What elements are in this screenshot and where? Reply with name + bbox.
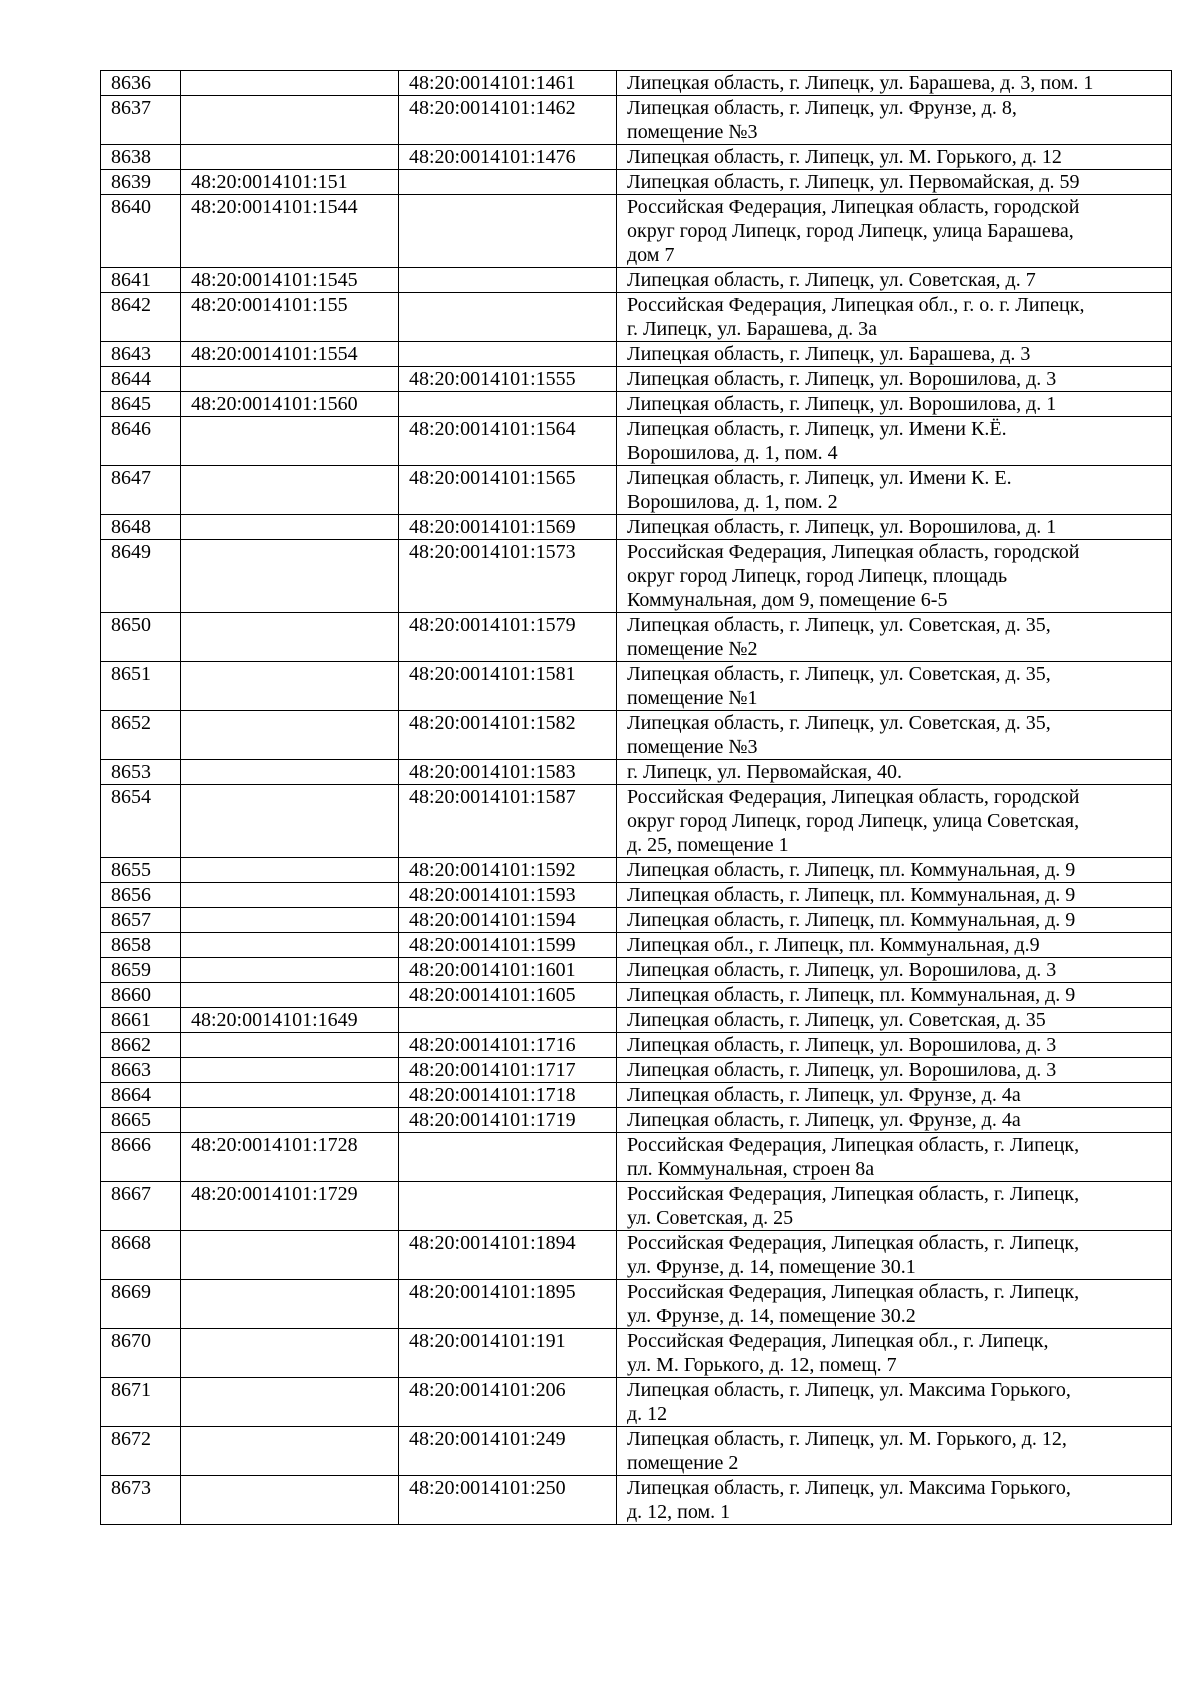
table-row (101, 858, 1172, 883)
table-row (101, 268, 1172, 293)
cadastral-number-cell (181, 540, 399, 613)
cadastral-number-cell: 48:20:0014101:151 (181, 170, 399, 195)
address-cell: Липецкая область, г. Липецк, ул. М. Горького, д. 12, помещение 2 (617, 1427, 1172, 1476)
cadastral-number-2-cell: 48:20:0014101:1569 (399, 515, 617, 540)
row-number-cell: 8648 (101, 515, 181, 540)
address-cell: Липецкая область, г. Липецк, ул. Советская, д. 35 (617, 1008, 1172, 1033)
row-number-cell: 8644 (101, 367, 181, 392)
cadastral-number-cell: 48:20:0014101:1545 (181, 268, 399, 293)
address-cell: Липецкая область, г. Липецк, ул. Максима Горького, д. 12, пом. 1 (617, 1476, 1172, 1525)
row-number-cell: 8667 (101, 1182, 181, 1231)
row-number-cell: 8654 (101, 785, 181, 858)
address-cell: Липецкая область, г. Липецк, ул. Ворошилова, д. 3 (617, 367, 1172, 392)
address-cell: Липецкая область, г. Липецк, ул. Имени К.Ё. Ворошилова, д. 1, пом. 4 (617, 417, 1172, 466)
cadastral-number-2-cell: 48:20:0014101:1583 (399, 760, 617, 785)
table-row (101, 662, 1172, 711)
cadastral-number-2-cell (399, 170, 617, 195)
row-number-cell: 8671 (101, 1378, 181, 1427)
row-number-cell: 8669 (101, 1280, 181, 1329)
cadastral-number-2-cell: 48:20:0014101:1894 (399, 1231, 617, 1280)
cadastral-number-2-cell: 48:20:0014101:1593 (399, 883, 617, 908)
row-number-cell: 8664 (101, 1083, 181, 1108)
address-cell: Российская Федерация, Липецкая область, городской округ город Липецк, город Липецк, улица Советская, д. 25, помещение 1 (617, 785, 1172, 858)
row-number-cell: 8640 (101, 195, 181, 268)
table-row (101, 1378, 1172, 1427)
cadastral-number-2-cell: 48:20:0014101:1717 (399, 1058, 617, 1083)
address-cell: Российская Федерация, Липецкая область, городской округ город Липецк, город Липецк, улица Барашева, дом 7 (617, 195, 1172, 268)
address-cell: Липецкая область, г. Липецк, ул. Советская, д. 7 (617, 268, 1172, 293)
address-cell: Липецкая область, г. Липецк, ул. Первомайская, д. 59 (617, 170, 1172, 195)
cadastral-number-2-cell: 48:20:0014101:1895 (399, 1280, 617, 1329)
cadastral-number-2-cell: 48:20:0014101:1573 (399, 540, 617, 613)
cadastral-number-2-cell: 48:20:0014101:1579 (399, 613, 617, 662)
row-number-cell: 8666 (101, 1133, 181, 1182)
table-row (101, 1182, 1172, 1231)
table-row (101, 1008, 1172, 1033)
address-cell: Липецкая область, г. Липецк, ул. М. Горького, д. 12 (617, 145, 1172, 170)
cadastral-number-cell (181, 662, 399, 711)
cadastral-number-2-cell (399, 268, 617, 293)
table-row (101, 145, 1172, 170)
cadastral-number-2-cell: 48:20:0014101:1599 (399, 933, 617, 958)
row-number-cell: 8660 (101, 983, 181, 1008)
table-row (101, 883, 1172, 908)
table-row (101, 1476, 1172, 1525)
table-row (101, 1427, 1172, 1476)
cadastral-number-2-cell: 48:20:0014101:1461 (399, 71, 617, 96)
address-cell: Липецкая область, г. Липецк, ул. Ворошилова, д. 1 (617, 515, 1172, 540)
row-number-cell: 8653 (101, 760, 181, 785)
row-number-cell: 8673 (101, 1476, 181, 1525)
cadastral-number-cell (181, 515, 399, 540)
property-registry-table (100, 70, 1172, 1525)
row-number-cell: 8656 (101, 883, 181, 908)
table-row (101, 293, 1172, 342)
address-cell: Российская Федерация, Липецкая обл., г. о. г. Липецк, г. Липецк, ул. Барашева, д. 3а (617, 293, 1172, 342)
address-cell: г. Липецк, ул. Первомайская, 40. (617, 760, 1172, 785)
address-cell: Липецкая область, г. Липецк, ул. Советская, д. 35, помещение №2 (617, 613, 1172, 662)
address-cell: Липецкая область, г. Липецк, ул. Ворошилова, д. 3 (617, 958, 1172, 983)
address-cell: Липецкая область, г. Липецк, ул. Фрунзе, д. 8, помещение №3 (617, 96, 1172, 145)
cadastral-number-2-cell: 48:20:0014101:1716 (399, 1033, 617, 1058)
cadastral-number-cell: 48:20:0014101:1544 (181, 195, 399, 268)
address-cell: Липецкая область, г. Липецк, ул. Ворошилова, д. 3 (617, 1058, 1172, 1083)
address-cell: Липецкая область, г. Липецк, ул. Максима Горького, д. 12 (617, 1378, 1172, 1427)
cadastral-number-cell (181, 908, 399, 933)
table-row (101, 1231, 1172, 1280)
table-row (101, 367, 1172, 392)
cadastral-number-2-cell: 48:20:0014101:1592 (399, 858, 617, 883)
table-row (101, 983, 1172, 1008)
row-number-cell: 8672 (101, 1427, 181, 1476)
cadastral-number-2-cell (399, 392, 617, 417)
cadastral-number-cell (181, 711, 399, 760)
table-row (101, 342, 1172, 367)
row-number-cell: 8641 (101, 268, 181, 293)
row-number-cell: 8652 (101, 711, 181, 760)
address-cell: Липецкая область, г. Липецк, ул. Советская, д. 35, помещение №1 (617, 662, 1172, 711)
table-row (101, 1329, 1172, 1378)
table-row (101, 1058, 1172, 1083)
cadastral-number-cell (181, 1033, 399, 1058)
cadastral-number-2-cell (399, 1008, 617, 1033)
table-row (101, 96, 1172, 145)
table-row (101, 1033, 1172, 1058)
address-cell: Липецкая область, г. Липецк, пл. Коммунальная, д. 9 (617, 858, 1172, 883)
address-cell: Липецкая область, г. Липецк, ул. Советская, д. 35, помещение №3 (617, 711, 1172, 760)
address-cell: Липецкая область, г. Липецк, ул. Имени К. Е. Ворошилова, д. 1, пом. 2 (617, 466, 1172, 515)
address-cell: Липецкая область, г. Липецк, ул. Барашева, д. 3 (617, 342, 1172, 367)
row-number-cell: 8643 (101, 342, 181, 367)
row-number-cell: 8647 (101, 466, 181, 515)
cadastral-number-cell: 48:20:0014101:1560 (181, 392, 399, 417)
row-number-cell: 8657 (101, 908, 181, 933)
cadastral-number-2-cell: 48:20:0014101:1476 (399, 145, 617, 170)
registry-table-body (101, 71, 1172, 1525)
address-cell: Российская Федерация, Липецкая область, г. Липецк, пл. Коммунальная, строен 8а (617, 1133, 1172, 1182)
address-cell: Липецкая область, г. Липецк, ул. Фрунзе, д. 4а (617, 1083, 1172, 1108)
address-cell: Липецкая область, г. Липецк, пл. Коммунальная, д. 9 (617, 983, 1172, 1008)
cadastral-number-cell: 48:20:0014101:1729 (181, 1182, 399, 1231)
cadastral-number-cell (181, 785, 399, 858)
table-row (101, 711, 1172, 760)
cadastral-number-cell: 48:20:0014101:1649 (181, 1008, 399, 1033)
row-number-cell: 8663 (101, 1058, 181, 1083)
cadastral-number-cell (181, 71, 399, 96)
cadastral-number-2-cell: 48:20:0014101:1601 (399, 958, 617, 983)
address-cell: Российская Федерация, Липецкая область, г. Липецк, ул. Советская, д. 25 (617, 1182, 1172, 1231)
cadastral-number-2-cell: 48:20:0014101:206 (399, 1378, 617, 1427)
cadastral-number-cell (181, 1427, 399, 1476)
cadastral-number-cell (181, 1058, 399, 1083)
cadastral-number-cell (181, 958, 399, 983)
cadastral-number-2-cell: 48:20:0014101:249 (399, 1427, 617, 1476)
row-number-cell: 8661 (101, 1008, 181, 1033)
table-row (101, 908, 1172, 933)
table-row (101, 933, 1172, 958)
cadastral-number-2-cell: 48:20:0014101:191 (399, 1329, 617, 1378)
row-number-cell: 8658 (101, 933, 181, 958)
cadastral-number-2-cell (399, 342, 617, 367)
cadastral-number-2-cell: 48:20:0014101:1555 (399, 367, 617, 392)
table-row (101, 785, 1172, 858)
cadastral-number-2-cell: 48:20:0014101:1719 (399, 1108, 617, 1133)
cadastral-number-2-cell (399, 293, 617, 342)
cadastral-number-2-cell: 48:20:0014101:1462 (399, 96, 617, 145)
row-number-cell: 8646 (101, 417, 181, 466)
cadastral-number-cell (181, 933, 399, 958)
table-row (101, 760, 1172, 785)
cadastral-number-cell: 48:20:0014101:1728 (181, 1133, 399, 1182)
cadastral-number-2-cell: 48:20:0014101:1564 (399, 417, 617, 466)
address-cell: Липецкая обл., г. Липецк, пл. Коммунальная, д.9 (617, 933, 1172, 958)
cadastral-number-2-cell: 48:20:0014101:1582 (399, 711, 617, 760)
cadastral-number-cell (181, 1083, 399, 1108)
table-row (101, 195, 1172, 268)
cadastral-number-2-cell (399, 1133, 617, 1182)
cadastral-number-cell (181, 466, 399, 515)
table-row (101, 613, 1172, 662)
address-cell: Российская Федерация, Липецкая область, г. Липецк, ул. Фрунзе, д. 14, помещение 30.1 (617, 1231, 1172, 1280)
cadastral-number-cell: 48:20:0014101:155 (181, 293, 399, 342)
row-number-cell: 8665 (101, 1108, 181, 1133)
table-row (101, 417, 1172, 466)
cadastral-number-cell (181, 96, 399, 145)
row-number-cell: 8645 (101, 392, 181, 417)
row-number-cell: 8636 (101, 71, 181, 96)
cadastral-number-cell (181, 760, 399, 785)
table-row (101, 1133, 1172, 1182)
cadastral-number-cell (181, 983, 399, 1008)
cadastral-number-cell (181, 1108, 399, 1133)
table-row (101, 1280, 1172, 1329)
address-cell: Липецкая область, г. Липецк, пл. Коммунальная, д. 9 (617, 908, 1172, 933)
table-row (101, 515, 1172, 540)
cadastral-number-2-cell: 48:20:0014101:1605 (399, 983, 617, 1008)
address-cell: Российская Федерация, Липецкая обл., г. Липецк, ул. М. Горького, д. 12, помещ. 7 (617, 1329, 1172, 1378)
table-row (101, 540, 1172, 613)
cadastral-number-2-cell: 48:20:0014101:1581 (399, 662, 617, 711)
address-cell: Липецкая область, г. Липецк, ул. Ворошилова, д. 3 (617, 1033, 1172, 1058)
cadastral-number-cell (181, 858, 399, 883)
row-number-cell: 8668 (101, 1231, 181, 1280)
address-cell: Липецкая область, г. Липецк, ул. Ворошилова, д. 1 (617, 392, 1172, 417)
table-row (101, 1083, 1172, 1108)
table-row (101, 466, 1172, 515)
cadastral-number-cell: 48:20:0014101:1554 (181, 342, 399, 367)
cadastral-number-2-cell: 48:20:0014101:1718 (399, 1083, 617, 1108)
table-row (101, 392, 1172, 417)
row-number-cell: 8649 (101, 540, 181, 613)
cadastral-number-2-cell (399, 195, 617, 268)
row-number-cell: 8659 (101, 958, 181, 983)
row-number-cell: 8662 (101, 1033, 181, 1058)
row-number-cell: 8651 (101, 662, 181, 711)
address-cell: Липецкая область, г. Липецк, ул. Фрунзе, д. 4а (617, 1108, 1172, 1133)
cadastral-number-2-cell: 48:20:0014101:1587 (399, 785, 617, 858)
cadastral-number-2-cell: 48:20:0014101:1565 (399, 466, 617, 515)
cadastral-number-cell (181, 1476, 399, 1525)
row-number-cell: 8638 (101, 145, 181, 170)
cadastral-number-cell (181, 613, 399, 662)
cadastral-number-cell (181, 1329, 399, 1378)
row-number-cell: 8639 (101, 170, 181, 195)
address-cell: Липецкая область, г. Липецк, ул. Барашева, д. 3, пом. 1 (617, 71, 1172, 96)
cadastral-number-cell (181, 1231, 399, 1280)
table-row (101, 71, 1172, 96)
row-number-cell: 8670 (101, 1329, 181, 1378)
row-number-cell: 8655 (101, 858, 181, 883)
cadastral-number-cell (181, 145, 399, 170)
cadastral-number-cell (181, 367, 399, 392)
row-number-cell: 8650 (101, 613, 181, 662)
address-cell: Российская Федерация, Липецкая область, городской округ город Липецк, город Липецк, площадь Коммунальная, дом 9, помещение 6-5 (617, 540, 1172, 613)
cadastral-number-2-cell: 48:20:0014101:1594 (399, 908, 617, 933)
table-row (101, 170, 1172, 195)
table-row (101, 1108, 1172, 1133)
cadastral-number-cell (181, 1378, 399, 1427)
cadastral-number-2-cell (399, 1182, 617, 1231)
address-cell: Российская Федерация, Липецкая область, г. Липецк, ул. Фрунзе, д. 14, помещение 30.2 (617, 1280, 1172, 1329)
cadastral-number-cell (181, 417, 399, 466)
address-cell: Липецкая область, г. Липецк, пл. Коммунальная, д. 9 (617, 883, 1172, 908)
table-row (101, 958, 1172, 983)
cadastral-number-cell (181, 883, 399, 908)
row-number-cell: 8642 (101, 293, 181, 342)
cadastral-number-cell (181, 1280, 399, 1329)
row-number-cell: 8637 (101, 96, 181, 145)
cadastral-number-2-cell: 48:20:0014101:250 (399, 1476, 617, 1525)
